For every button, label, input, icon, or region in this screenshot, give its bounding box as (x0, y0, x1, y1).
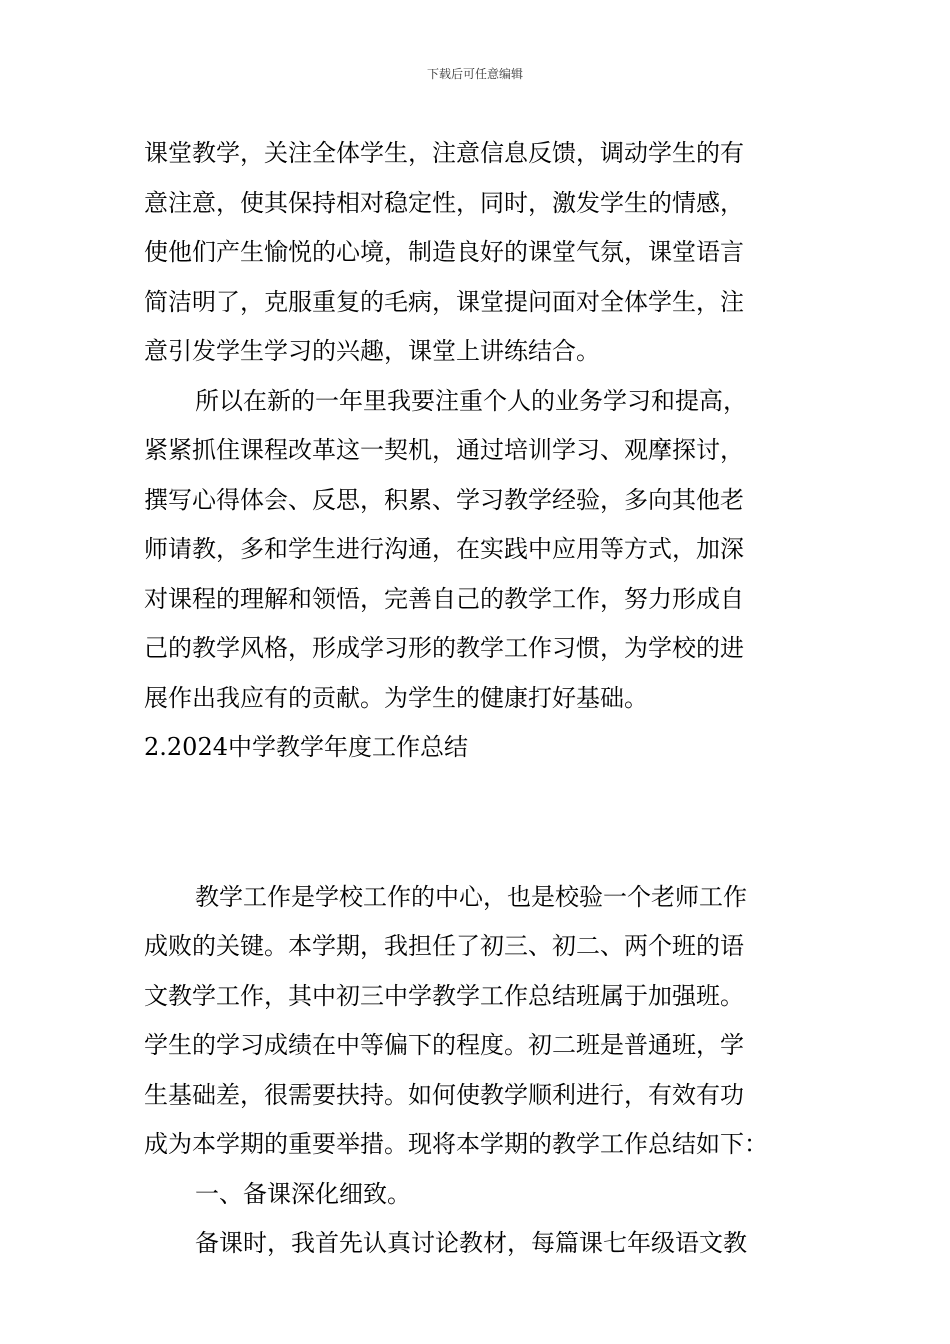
paragraph-line: 课堂教学，关注全体学生，注意信息反馈，调动学生的有 (144, 139, 744, 167)
paragraph-line: 紧紧抓住课程改革这一契机，通过培训学习、观摩探讨， (144, 436, 744, 464)
paragraph-line: 成为本学期的重要举措。现将本学期的教学工作总结如下： (144, 1130, 768, 1158)
paragraph-line: 所以在新的一年里我要注重个人的业务学习和提高， (195, 386, 747, 415)
paragraph-line: 展作出我应有的贡献。为学生的健康打好基础。 (144, 683, 648, 712)
section-spacer (144, 773, 808, 873)
paragraph-line: 文教学工作，其中初三中学教学工作总结班属于加强班。 (144, 981, 744, 1010)
page-header-note: 下载后可任意编辑 (426, 67, 523, 81)
paragraph-line: 成败的关键。本学期，我担任了初三、初二、两个班的语 (144, 932, 744, 960)
paragraph-line: 撰写心得体会、反思，积累、学习教学经验，多向其他老 (144, 485, 744, 514)
paragraph-line: 学生的学习成绩在中等偏下的程度。初二班是普通班，学 (144, 1031, 744, 1059)
paragraph-line: 己的教学风格，形成学习形的教学工作习惯，为学校的进 (144, 634, 744, 662)
paragraph-line: 意注意，使其保持相对稳定性，同时，激发学生的情感， (144, 188, 744, 217)
document-body (144, 129, 808, 1269)
subsection-heading: 一、备课深化细致。 (195, 1179, 411, 1208)
paragraph-line: 教学工作是学校工作的中心，也是校验一个老师工作 (195, 882, 747, 911)
section-heading: 2.2024中学教学年度工作总结 (144, 733, 468, 761)
paragraph-line: 使他们产生愉悦的心境，制造良好的课堂气氛，课堂语言 (144, 238, 744, 266)
paragraph-line: 简洁明了，克服重复的毛病，课堂提问面对全体学生，注 (144, 287, 744, 316)
paragraph-line: 对课程的理解和领悟，完善自己的教学工作，努力形成自 (144, 584, 744, 613)
paragraph-line: 师请教，多和学生进行沟通，在实践中应用等方式，加深 (144, 535, 744, 563)
paragraph-line: 意引发学生学习的兴趣，课堂上讲练结合。 (144, 337, 600, 365)
paragraph-line: 生基础差，很需要扶持。如何使教学顺利进行，有效有功 (144, 1080, 744, 1109)
paragraph-line: 备课时，我首先认真讨论教材，每篇课七年级语文教 (195, 1229, 747, 1257)
